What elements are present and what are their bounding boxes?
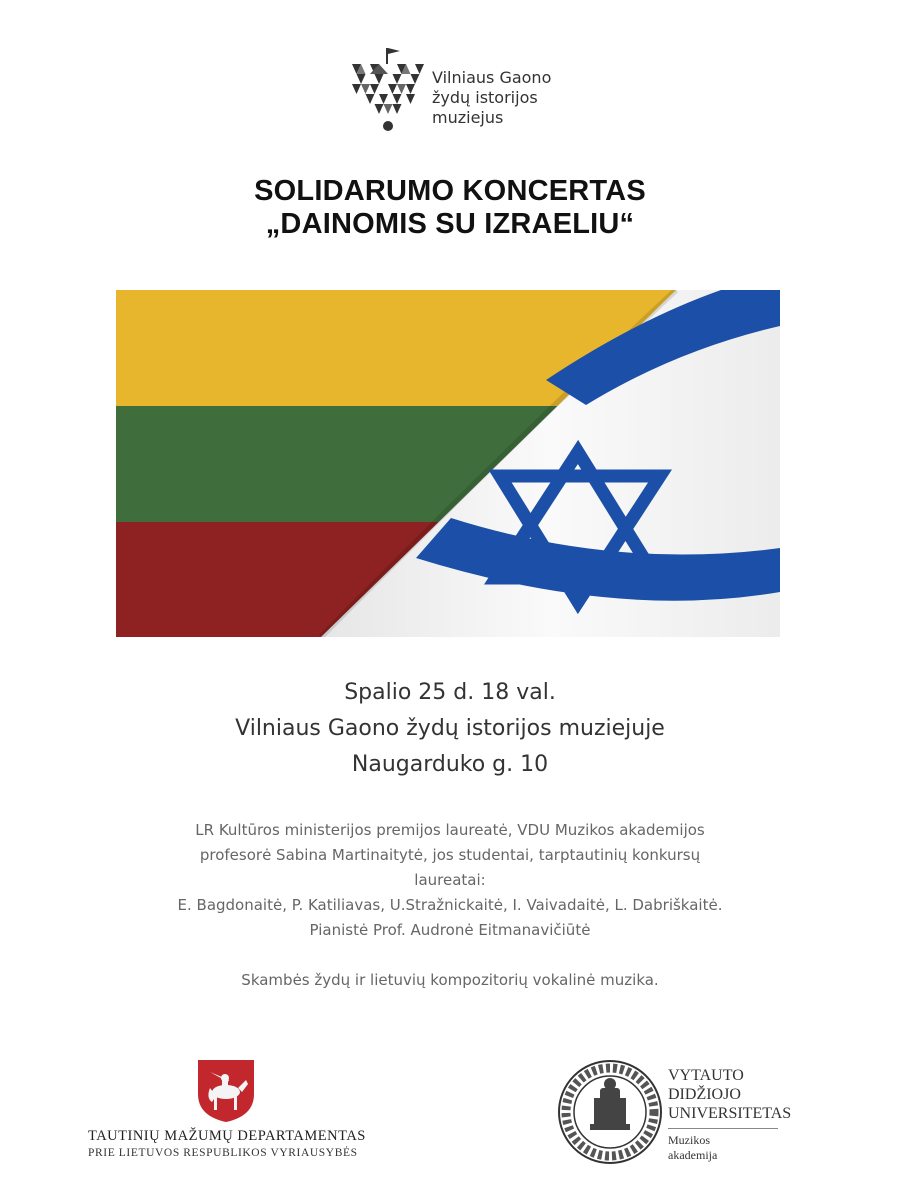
- title-line-1: SOLIDARUMO KONCERTAS: [254, 175, 646, 207]
- event-address: Naugarduko g. 10: [351, 752, 549, 777]
- department-logo: [88, 1058, 378, 1168]
- event-date-time: Spalio 25 d. 18 val.: [344, 680, 556, 705]
- vytis-coat-of-arms-icon: [196, 1058, 256, 1124]
- museum-logo: [352, 48, 572, 138]
- details-line: E. Bagdonaitė, P. Katiliavas, U.Stražnickaitė, I. Vaivadaitė, L. Dabriškaitė.: [177, 896, 723, 914]
- university-name-line: UNIVERSITETAS: [668, 1105, 792, 1122]
- university-name: [668, 1066, 791, 1123]
- museum-logo-line: Vilniaus Gaono: [432, 68, 552, 87]
- university-name-line: DIDŽIOJO: [668, 1086, 741, 1103]
- university-divider: [668, 1128, 778, 1129]
- university-subunit-line: akademija: [668, 1148, 718, 1162]
- details-line: LR Kultūros ministerijos premijos laureatė, VDU Muzikos akademijos: [195, 821, 705, 839]
- museum-logo-line: muziejus: [432, 108, 504, 127]
- performer-details: [90, 818, 810, 943]
- vdu-seal-icon: [556, 1058, 664, 1166]
- department-name: TAUTINIŲ MAŽUMŲ DEPARTAMENTAS: [88, 1128, 366, 1144]
- details-line: Pianistė Prof. Audronė Eitmanavičiūtė: [309, 921, 591, 939]
- museum-emblem-icon: [352, 48, 424, 138]
- event-venue: Vilniaus Gaono žydų istorijos muziejuje: [235, 716, 665, 741]
- museum-logo-line: žydų istorijos: [432, 88, 538, 107]
- details-line: profesorė Sabina Martinaitytė, jos studentai, tarptautinių konkursų: [199, 846, 701, 864]
- flag-image: [116, 290, 780, 637]
- university-name-line: VYTAUTO: [668, 1067, 744, 1084]
- title-line-2: „DAINOMIS SU IZRAELIU“: [265, 208, 635, 240]
- event-info: [0, 675, 900, 783]
- concert-title: [0, 175, 900, 241]
- university-subunit-line: Muzikos: [668, 1133, 710, 1147]
- closing-line: Skambės žydų ir lietuvių kompozitorių vokalinė muzika.: [241, 971, 659, 989]
- department-subtitle: PRIE LIETUVOS RESPUBLIKOS VYRIAUSYBĖS: [88, 1147, 358, 1159]
- university-subunit: [668, 1133, 717, 1163]
- museum-logo-text: [432, 68, 551, 128]
- details-line: laureatai:: [414, 871, 486, 889]
- lithuania-israel-flags-icon: [116, 290, 780, 637]
- university-logo: [556, 1058, 806, 1170]
